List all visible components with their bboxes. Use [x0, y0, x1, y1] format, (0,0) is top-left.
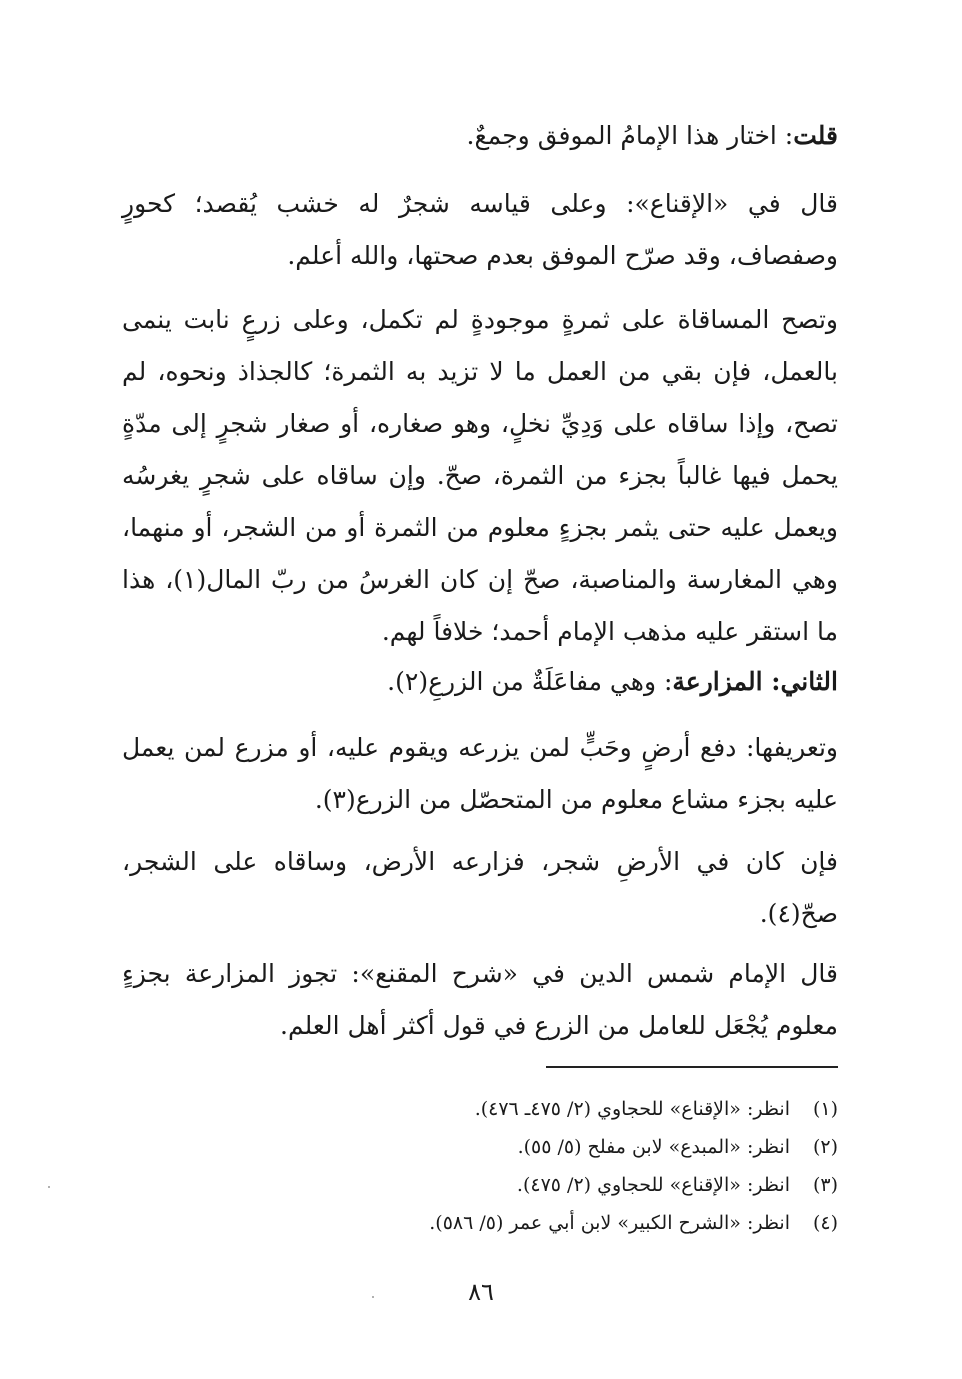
scan-speck: [372, 1296, 374, 1298]
paragraph-3: [122, 294, 838, 658]
page-number: ٨٦: [468, 1278, 494, 1306]
paragraph-2-text: قال في «الإقناع»: وعلى قياسه شجرٌ له خشب يُقصد؛ كحورٍ وصفصاف، وقد صرّح الموفق بعدم صحتها، والله أعلم.: [122, 189, 838, 270]
footnote-1-text: انظر: «الإقناع» للحجاوي (٢/ ٤٧٥ـ ٤٧٦).: [474, 1098, 790, 1120]
paragraph-1-lead: قلت: [793, 121, 838, 150]
footnote-1: [122, 1096, 838, 1122]
footnote-3: [122, 1172, 838, 1198]
footnote-3-text: انظر: «الإقناع» للحجاوي (٢/ ٤٧٥).: [516, 1174, 790, 1196]
footnote-1-number: (١): [812, 1098, 838, 1120]
paragraph-4-text: : وهي مفاعَلَةٌ من الزرعِ(٢).: [387, 667, 673, 696]
paragraph-1-text: : اختار هذا الإمامُ الموفق وجمعٌ.: [466, 121, 794, 150]
paragraph-2: [122, 178, 838, 282]
paragraph-7: [122, 948, 838, 1052]
paragraph-3-text: وتصح المساقاة على ثمرةٍ موجودةٍ لم تكمل، وعلى زرعٍ نابت ينمى بالعمل، فإن بقي من العمل ما لا تزيد به الثمرة؛ كالجذاذ ونحوه، لم تصح، وإذا ساقاه على وَدِيِّ نخلٍ، وهو صغاره، أو صغار شجرٍ إلى مدّةٍ يحمل فيها غالباً بجزء من الثمرة، صحّ. وإن ساقاه على شجرٍ يغرسُه ويعمل عليه حتى يثمر بجزءٍ معلوم من الثمرة أو من الشجر، أو منهما، وهي المغارسة والمناصبة، صحّ إن كان الغرسُ من ربّ المال(١)، هذا ما استقر عليه مذهب الإمام أحمد؛ خلافاً لهم.: [122, 305, 838, 646]
footnote-2: [122, 1134, 838, 1160]
footnote-4-number: (٤): [812, 1212, 838, 1234]
paragraph-4: [122, 656, 838, 708]
paragraph-7-text: قال الإمام شمس الدين في «شرح المقنع»: تجوز المزارعة بجزءٍ معلوم يُجْعَل للعامل من الزرع في قول أكثر أهل العلم.: [122, 959, 838, 1040]
scan-speck: [48, 1186, 50, 1188]
footnote-2-text: انظر: «المبدع» لابن مفلح (٥/ ٥٥).: [517, 1136, 790, 1158]
paragraph-5: [122, 722, 838, 826]
paragraph-6-text: فإن كان في الأرضِ شجر، فزارعه الأرض، وساقاه على الشجر، صحّ(٤).: [122, 847, 838, 928]
paragraph-6: [122, 836, 838, 940]
footnote-3-number: (٣): [812, 1174, 838, 1196]
paragraph-5-text: وتعريفها: دفع أرضٍ وحَبٍّ لمن يزرعه ويقوم عليه، أو مزرع لمن يعمل عليه بجزء مشاع معلوم من المتحصّل من الزرع(٣).: [122, 733, 838, 814]
footnote-4-text: انظر: «الشرح الكبير» لابن أبي عمر (٥/ ٥٨٦).: [429, 1212, 790, 1234]
footnote-2-number: (٢): [812, 1136, 838, 1158]
footnote-separator: [546, 1066, 838, 1068]
paragraph-4-lead: الثاني: المزارعة: [672, 667, 838, 696]
paragraph-1: [122, 110, 838, 162]
footnote-4: [122, 1210, 838, 1236]
